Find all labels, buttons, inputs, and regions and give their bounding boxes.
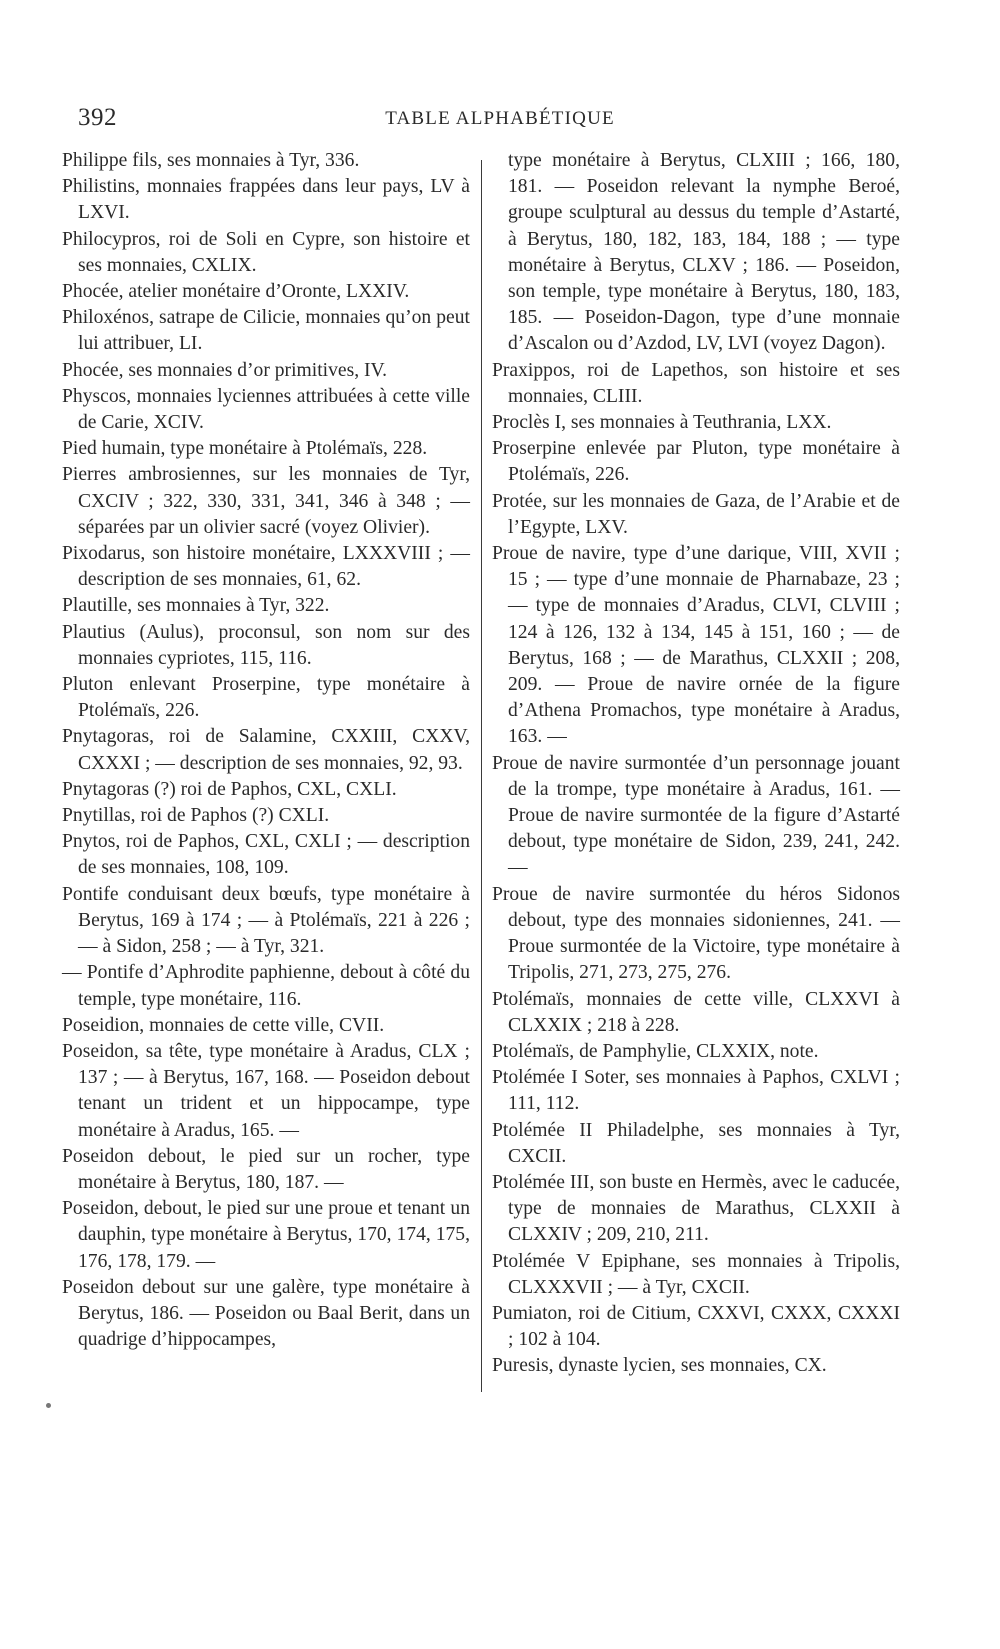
index-entry: — Pontife d’Aphrodite paphienne, debout à côté du temple, type monétaire, 116. [62, 962, 470, 1010]
index-entry: Pnytillas, roi de Paphos (?) CXLI. [62, 805, 330, 827]
index-entry: Pied humain, type monétaire à Ptolémaïs, 228. [62, 438, 428, 460]
index-entry: Plautius (Aulus), proconsul, son nom sur des monnaies cypriotes, 115, 116. [62, 621, 470, 669]
index-entry: Phocée, atelier monétaire d’Oronte, LXXIV. [62, 281, 410, 303]
index-entry: Pierres ambrosiennes, sur les monnaies de Tyr, CXCIV ; 322, 330, 331, 341, 346 à 348 ; — séparées par un olivier sacré (voyez Olivier). [62, 464, 470, 538]
index-entry: Pixodarus, son histoire monétaire, LXXXVIII ; — description de ses monnaies, 61, 62. [62, 543, 470, 591]
index-entry: Ptolémée V Epiphane, ses monnaies à Tripolis, CLXXXVII ; — à Tyr, CXCII. [492, 1250, 900, 1298]
index-entry: Ptolémée III, son buste en Hermès, avec le caducée, type de monnaies de Marathus, CLXXII à CLXXIV ; 209, 210, 211. [492, 1171, 900, 1246]
left-column [62, 148, 470, 1353]
index-entry: Ptolémaïs, de Pamphylie, CLXXIX, note. [492, 1040, 819, 1062]
index-entry: Poseidion, monnaies de cette ville, CVII. [62, 1014, 385, 1036]
page-number: 392 [78, 104, 117, 131]
index-entry: Pumiaton, roi de Citium, CXXVI, CXXX, CXXXI ; 102 à 104. [492, 1302, 900, 1351]
index-entry: Proue de navire surmontée d’un personnage jouant de la trompe, type monétaire à Aradus, 161. — Proue de navire surmontée de la figure d’Astarté debout, type monétaire de Sidon, 239, 241, 242. — [492, 752, 900, 879]
index-entry: Pnytagoras, roi de Salamine, CXXIII, CXXV, CXXXI ; — description de ses monnaies, 92, 93. [62, 726, 470, 774]
index-entry: Proclès I, ses monnaies à Teuthrania, LXX. [492, 412, 832, 434]
index-entry: Pluton enlevant Proserpine, type monétaire à Ptolémaïs, 226. [62, 674, 470, 722]
index-entry: Proue de navire, type d’une darique, VIII, XVII ; 15 ; — type d’une monnaie de Pharnabaze, 23 ; — type de monnaies d’Aradus, CLVI, CLVIII ; 124 à 126, 132 à 134, 145 à 151, 160 ; — de Berytus, 168 ; — de Marathus, CLXXII ; 208, 209. — Proue de navire ornée de la figure d’Athena Promachos, type monétaire à Aradus, 163. — [492, 543, 900, 748]
running-head: TABLE ALPHABÉTIQUE [385, 108, 615, 129]
index-entry: Poseidon debout sur une galère, type monétaire à Berytus, 186. — Poseidon ou Baal Berit, dans un quadrige d’hippocampes, [62, 1276, 470, 1351]
column-divider [481, 160, 482, 1392]
index-entry: Phocée, ses monnaies d’or primitives, IV. [62, 359, 388, 381]
index-entry: Physcos, monnaies lyciennes attribuées à cette ville de Carie, XCIV. [62, 385, 470, 434]
index-entry: Poseidon, sa tête, type monétaire à Aradus, CLX ; 137 ; — à Berytus, 167, 168. — Poseidon debout tenant un trident et un hippocampe, type monétaire à Aradus, 165. — [62, 1040, 470, 1141]
index-entry-continuation: type monétaire à Berytus, CLXIII ; 166, 180, 181. — Poseidon relevant la nymphe Beroé, groupe sculptural au dessus du temple d’Astarté, à Berytus, 180, 182, 183, 184, 188 ; — type monétaire à Berytus, CLXV ; 186. — Poseidon, son temple, type monétaire à Berytus, 180, 183, 185. — Poseidon-Dagon, type d’une monnaie d’Ascalon ou d’Azdod, LV, LVI (voyez Dagon). [508, 150, 900, 355]
index-entry: Ptolémaïs, monnaies de cette ville, CLXXVI à CLXXIX ; 218 à 228. [492, 988, 900, 1036]
index-entry: Philippe fils, ses monnaies à Tyr, 336. [62, 150, 360, 171]
index-entry: Proserpine enlevée par Pluton, type monétaire à Ptolémaïs, 226. [492, 438, 900, 486]
index-entry: Philoxénos, satrape de Cilicie, monnaies qu’on peut lui attribuer, LI. [62, 307, 470, 355]
index-entry: Poseidon, debout, le pied sur une proue et tenant un dauphin, type monétaire à Berytus, 170, 174, 175, 176, 178, 179. — [62, 1198, 470, 1272]
index-entry: Philistins, monnaies frappées dans leur pays, LV à LXVI. [62, 176, 470, 224]
index-entry: Ptolémée II Philadelphe, ses monnaies à Tyr, CXCII. [492, 1119, 900, 1167]
ink-smudge [46, 1403, 51, 1408]
index-entry: Proue de navire surmontée du héros Sidonos debout, type des monnaies sidoniennes, 241. — Proue surmontée de la Victoire, type monétaire à Tripolis, 271, 273, 275, 276. [492, 883, 900, 984]
index-entry: Pontife conduisant deux bœufs, type monétaire à Berytus, 169 à 174 ; — à Ptolémaïs, 221 à 226 ; — à Sidon, 258 ; — à Tyr, 321. [62, 883, 470, 958]
index-entry: Pnytagoras (?) roi de Paphos, CXL, CXLI. [62, 778, 397, 800]
index-entry: Pnytos, roi de Paphos, CXL, CXLI ; — description de ses monnaies, 108, 109. [62, 831, 470, 879]
index-entry: Praxippos, roi de Lapethos, son histoire et ses monnaies, CLIII. [492, 359, 900, 407]
index-entry: Poseidon debout, le pied sur un rocher, type monétaire à Berytus, 180, 187. — [62, 1145, 470, 1193]
index-entry: Protée, sur les monnaies de Gaza, de l’Arabie et de l’Egypte, LXV. [492, 490, 900, 538]
index-entry: Plautille, ses monnaies à Tyr, 322. [62, 595, 330, 617]
index-entry: Philocypros, roi de Soli en Cypre, son histoire et ses monnaies, CXLIX. [62, 228, 470, 276]
index-entry: Puresis, dynaste lycien, ses monnaies, CX. [492, 1355, 827, 1377]
right-column [492, 148, 900, 1380]
index-entry: Ptolémée I Soter, ses monnaies à Paphos, CXLVI ; 111, 112. [492, 1067, 900, 1115]
